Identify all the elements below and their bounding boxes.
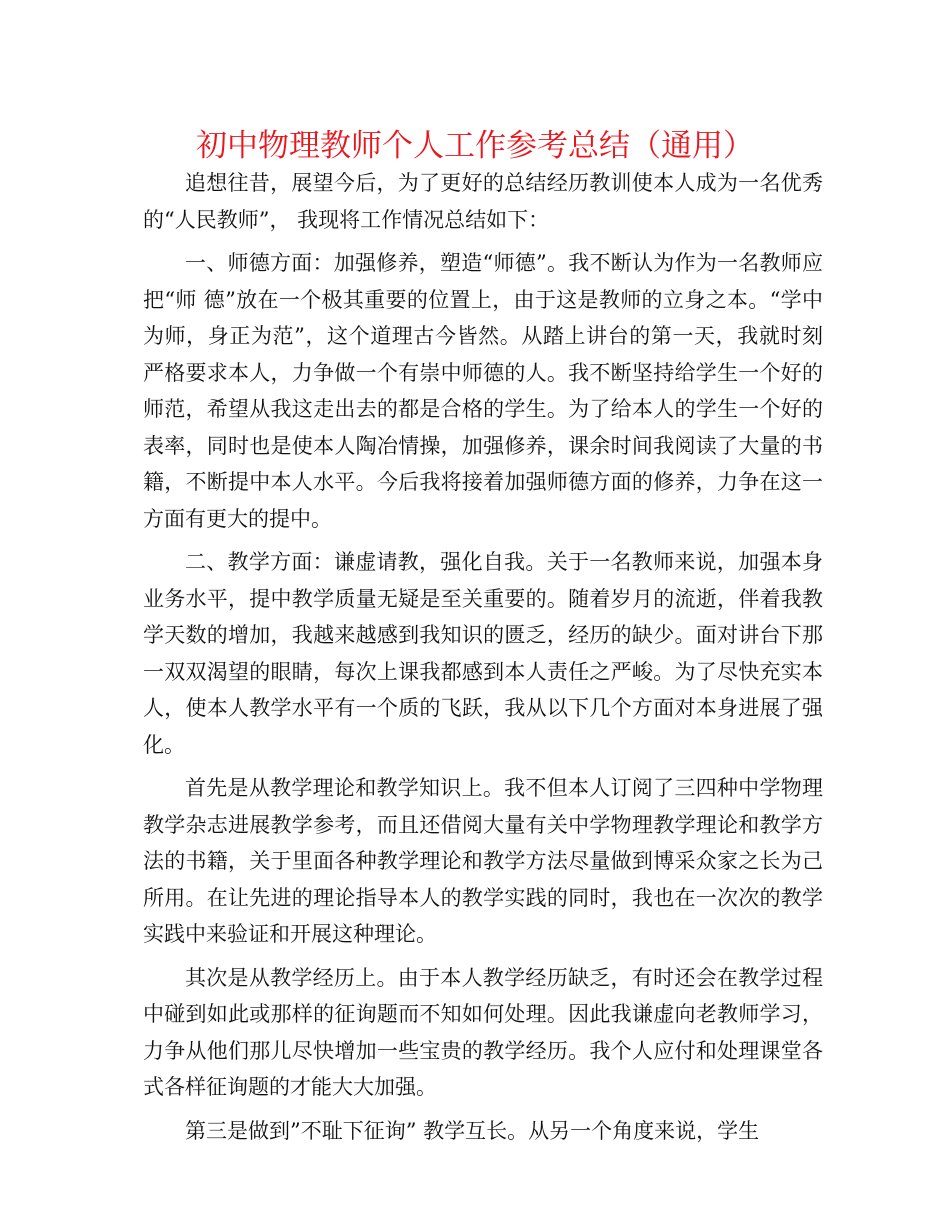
document-title: 初中物理教师个人工作参考总结（通用） xyxy=(196,128,754,164)
paragraph-teacher-ethics: 一、师德方面：加强修养，塑造“师德”。我不断认为作为一名教师应把“师 德”放在一个极其重要的位置上，由于这是教师的立身之本。“学中为师，身正为范”，这个道理古今皆然。从踏上讲台的第一天，我就时刻严格要求本人，力争做一个有崇中师德的人。我不断坚持给学生一个好的师范，希望从我这走出去的都是合格的学生。为了给本人的学生一个好的表率，同时也是使本人陶冶情操，加强修养，课余时间我阅读了大量的书籍，不断提中本人水平。今后我将接着加强师德方面的修养，力争在这一方面有更大的提中。 xyxy=(143,251,823,531)
document-body xyxy=(143,165,823,1156)
paragraph-intro: 追想往昔，展望今后，为了更好的总结经历教训使本人成为一名优秀的“人民教师”， 我现将工作情况总结如下： xyxy=(143,171,823,232)
paragraph-teaching: 二、教学方面：谦虚请教，强化自我。关于一名教师来说，加强本身业务水平，提中教学质量无疑是至关重要的。随着岁月的流逝，伴着我教学天数的增加，我越来越感到我知识的匮乏，经历的缺少。面对讲台下那一双双渴望的眼睛，每次上课我都感到本人责任之严峻。为了尽快充实本人，使本人教学水平有一个质的飞跃，我从以下几个方面对本身进展了强化。 xyxy=(143,550,823,757)
paragraph-third: 第三是做到”不耻下征询” 教学互长。从另一个角度来说，学生 xyxy=(185,1118,760,1143)
paragraph-experience: 其次是从教学经历上。由于本人教学经历缺乏，有时还会在教学过程中碰到如此或那样的征询题而不知如何处理。因此我谦虚向老教师学习，力争从他们那儿尽快增加一些宝贵的教学经历。我个人应付和处理课堂各式各样征询题的才能大大加强。 xyxy=(143,965,823,1099)
paragraph-theory: 首先是从教学理论和教学知识上。我不但本人订阅了三四种中学物理教学杂志进展教学参考，而且还借阅大量有关中学物理教学理论和教学方法的书籍，关于里面各种教学理论和教学方法尽量做到博采众家之长为己所用。在让先进的理论指导本人的教学实践的同时，我也在一次次的教学实践中来验证和开展这种理论。 xyxy=(143,776,823,946)
